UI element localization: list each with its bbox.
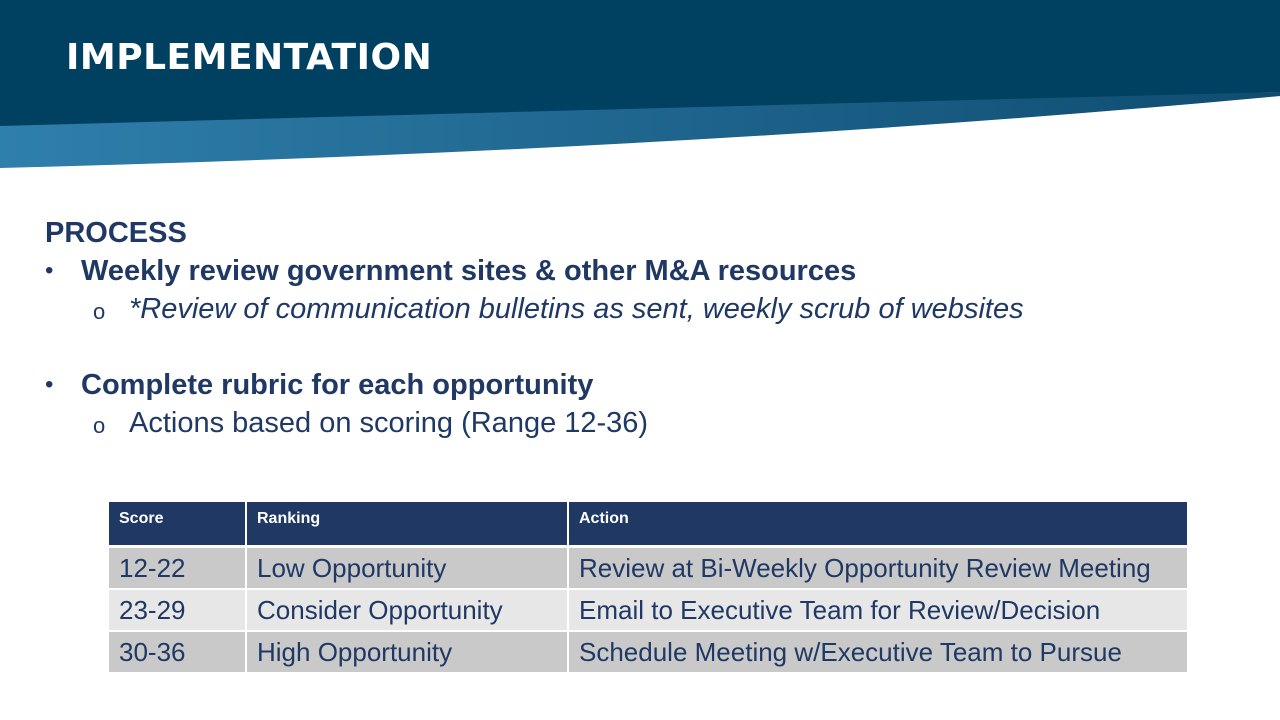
bullet-dot: • <box>45 257 54 284</box>
bullet-text: Weekly review government sites & other M&A resources <box>81 255 857 287</box>
process-section <box>45 214 1245 442</box>
cell-ranking: Consider Opportunity <box>246 589 568 631</box>
bullet-item <box>45 252 1245 290</box>
cell-ranking: Low Opportunity <box>246 547 568 590</box>
bullet-text: Complete rubric for each opportunity <box>81 369 594 401</box>
cell-action: Schedule Meeting w/Executive Team to Pursue <box>568 631 1187 673</box>
cell-action: Review at Bi-Weekly Opportunity Review Meeting <box>568 547 1187 590</box>
sub-bullet-marker: o <box>93 413 106 438</box>
bullet-item <box>45 366 1245 404</box>
header-ranking: Ranking <box>246 502 568 547</box>
section-heading: PROCESS <box>45 217 187 249</box>
cell-action: Email to Executive Team for Review/Decision <box>568 589 1187 631</box>
cell-ranking: High Opportunity <box>246 631 568 673</box>
sub-bullet-marker: o <box>93 299 106 324</box>
table-header-row <box>109 502 1187 547</box>
table-row <box>109 547 1187 590</box>
sub-bullet-item <box>45 290 1245 328</box>
cell-score: 30-36 <box>109 631 246 673</box>
table-row <box>109 631 1187 673</box>
header-action: Action <box>568 502 1187 547</box>
slide-title: IMPLEMENTATION <box>66 37 433 78</box>
sub-bullet-text: Actions based on scoring (Range 12-36) <box>129 407 649 439</box>
rubric-table <box>109 502 1187 674</box>
sub-bullet-text: *Review of communication bulletins as sent, weekly scrub of websites <box>129 293 1024 325</box>
table-row <box>109 589 1187 631</box>
header-banner <box>0 0 1280 170</box>
header-score: Score <box>109 502 246 547</box>
sub-bullet-item <box>45 404 1245 442</box>
bullet-dot: • <box>45 371 54 398</box>
cell-score: 12-22 <box>109 547 246 590</box>
cell-score: 23-29 <box>109 589 246 631</box>
